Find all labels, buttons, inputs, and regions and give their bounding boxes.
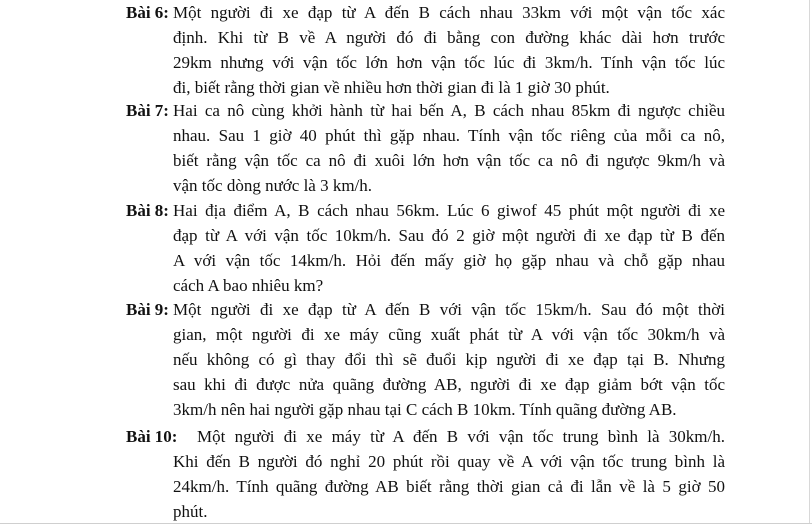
text-line: Khi đến B người đó nghỉ 20 phút rồi quay về A với vận tốc trung bình là [173,452,725,471]
problem-label: Bài 6: [126,3,169,22]
text-line: nhau. Sau 1 giờ 40 phút thì gặp nhau. Tính vận tốc riêng của mỗi ca nô, [173,126,725,145]
text-line: định. Khi từ B về A người đó đi bằng con đường khác dài hơn trước [173,28,725,47]
text-line: vận tốc dòng nước là 3 km/h. [173,176,373,195]
text-line: nếu không có gì thay đổi thì sẽ đuổi kịp người đi xe đạp tại B. Nhưng [173,350,725,369]
problem-label: Bài 7: [126,101,169,120]
text-line: đạp từ A với vận tốc 10km/h. Sau đó 2 giờ một người đi xe đạp từ B đến [173,226,725,245]
page-edge-divider [809,0,810,524]
text-line: đi, biết rằng thời gian về nhiều hơn thời gian đi là 1 giờ 30 phút. [173,78,610,97]
text-line: phút. [173,502,208,521]
problem-label: Bài 10: [126,427,178,446]
text-line: Một người đi xe máy từ A đến B với vận tốc trung bình là 30km/h. [197,427,725,446]
text-line: Hai ca nô cùng khởi hành từ hai bến A, B cách nhau 85km đi ngược chiều [173,101,725,120]
text-line: biết rằng vận tốc ca nô đi xuôi lớn hơn vận tốc ca nô đi ngược 9km/h và [173,151,725,170]
problem-label: Bài 8: [126,201,169,220]
text-line: 3km/h nên hai người gặp nhau tại C cách B 10km. Tính quãng đường AB. [173,400,677,419]
text-line: Một người đi xe đạp từ A đến B cách nhau 33km với một vận tốc xác [173,3,725,22]
text-line: gian, một người đi xe máy cũng xuất phát từ A với vận tốc 30km/h và [173,325,725,344]
text-line: Hai địa điểm A, B cách nhau 56km. Lúc 6 giwof 45 phút một người đi xe [173,201,725,220]
text-line: A với vận tốc 14km/h. Hỏi đến mấy giờ họ gặp nhau và chỗ gặp nhau [173,251,725,270]
text-line: 24km/h. Tính quãng đường AB biết rằng thời gian cả đi lẫn về là 5 giờ 50 [173,477,725,496]
text-line: sau khi đi được nửa quãng đường AB, người đi xe đạp giảm bớt vận tốc [173,375,725,394]
text-line: cách A bao nhiêu km? [173,276,324,295]
problem-label: Bài 9: [126,300,169,319]
text-line: 29km nhưng với vận tốc lớn hơn vận tốc lúc đi 3km/h. Tính vận tốc lúc [173,53,725,72]
text-line: Một người đi xe đạp từ A đến B với vận tốc 15km/h. Sau đó một thời [173,300,725,319]
